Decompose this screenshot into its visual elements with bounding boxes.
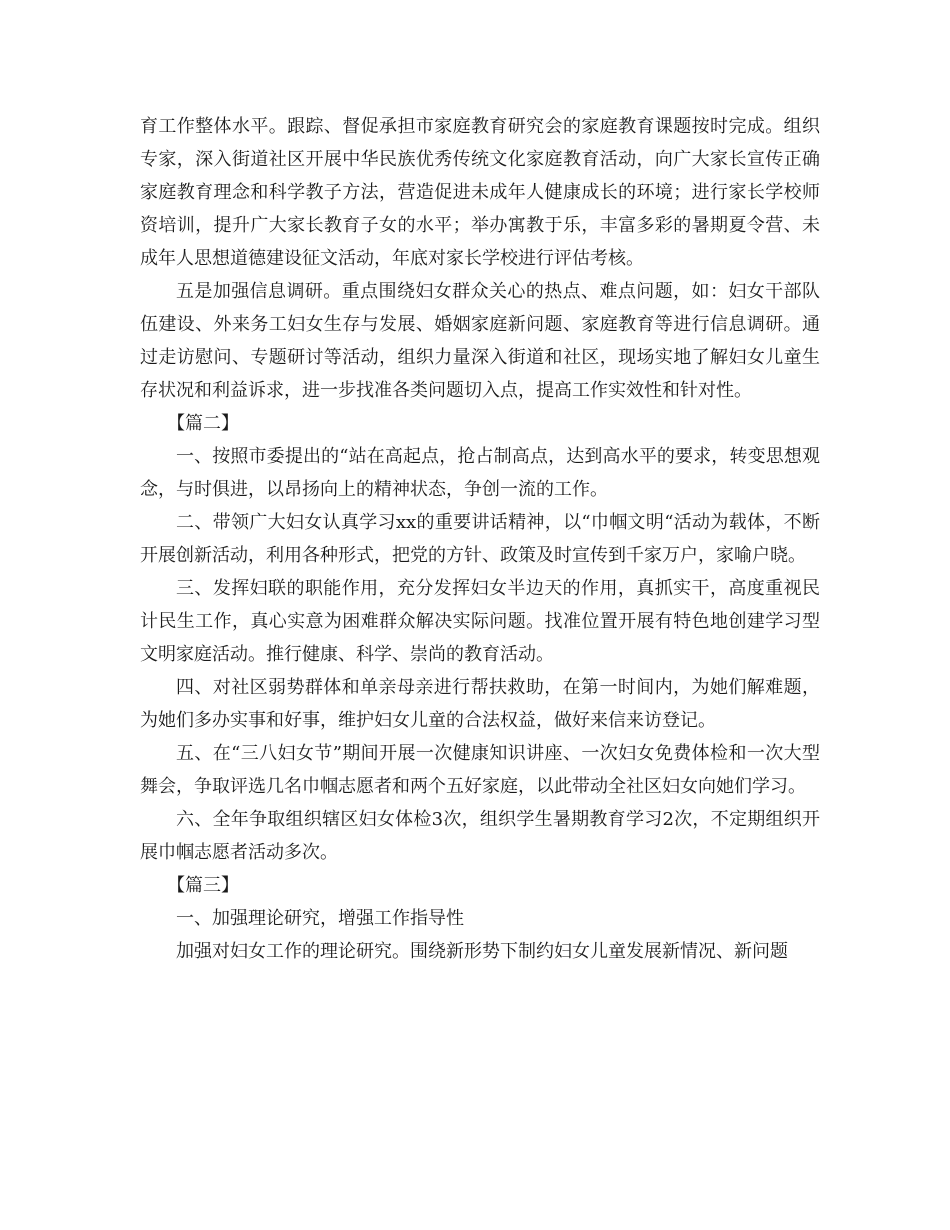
section2-item-2: 二、带领广大妇女认真学习xx的重要讲话精神，以“巾帼文明“活动为载体，不断开展创新活动，利用各种形式，把党的方针、政策及时宣传到千家万户，家喻户晓。: [140, 512, 820, 566]
section-heading-3: 【篇三】: [167, 875, 239, 896]
section2-item-1: 一、按照市委提出的“站在高起点，抢占制高点，达到高水平的要求，转变思想观念，与时俱进，以昂扬向上的精神状态，争创一流的工作。: [140, 446, 820, 500]
section3-subheading: 一、加强理论研究，增强工作指导性: [176, 908, 464, 929]
section-heading-2: 【篇二】: [167, 413, 239, 434]
paragraph-information-research: 五是加强信息调研。重点围绕妇女群众关心的热点、难点问题，如：妇女干部队伍建设、外来务工妇女生存与发展、婚姻家庭新问题、家庭教育等进行信息调研。通过走访慰问、专题研讨等活动，组织力量深入街道和社区，现场实地了解妇女儿童生存状况和利益诉求，进一步找准各类问题切入点，提高工作实效性和针对性。: [140, 281, 820, 401]
document-page: [140, 110, 820, 968]
section2-item-3: 三、发挥妇联的职能作用，充分发挥妇女半边天的作用，真抓实干，高度重视民计民生工作，真心实意为困难群众解决实际问题。找准位置开展有特色地创建学习型文明家庭活动。推行健康、科学、崇尚的教育活动。: [140, 578, 820, 665]
section2-item-5: 五、在“三八妇女节”期间开展一次健康知识讲座、一次妇女免费体检和一次大型舞会，争取评选几名巾帼志愿者和两个五好家庭，以此带动全社区妇女向她们学习。: [140, 743, 820, 797]
section2-item-4: 四、对社区弱势群体和单亲母亲进行帮扶救助，在第一时间内，为她们解难题，为她们多办实事和好事，维护妇女儿童的合法权益，做好来信来访登记。: [140, 677, 820, 731]
section3-paragraph-1: 加强对妇女工作的理论研究。围绕新形势下制约妇女儿童发展新情况、新问题: [176, 941, 788, 962]
paragraph-continued: 育工作整体水平。跟踪、督促承担市家庭教育研究会的家庭教育课题按时完成。组织专家，深入街道社区开展中华民族优秀传统文化家庭教育活动，向广大家长宣传正确家庭教育理念和科学教子方法，营造促进未成年人健康成长的环境；进行家长学校师资培训，提升广大家长教育子女的水平；举办寓教于乐，丰富多彩的暑期夏令营、未成年人思想道德建设征文活动，年底对家长学校进行评估考核。: [140, 116, 820, 269]
section2-item-6: 六、全年争取组织辖区妇女体检3次，组织学生暑期教育学习2次，不定期组织开展巾帼志愿者活动多次。: [140, 809, 820, 863]
